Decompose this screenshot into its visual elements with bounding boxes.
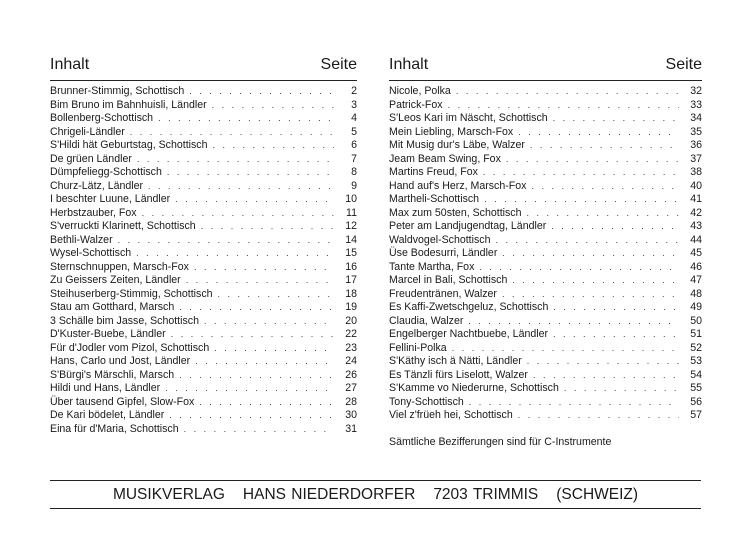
entry-page-number: 11 [346, 206, 357, 219]
entry-page-number: 28 [345, 395, 357, 408]
entry-title: Waldvogel-Schottisch [389, 233, 491, 246]
entry-title: S'verruckti Klarinett, Schottisch [50, 220, 196, 232]
entry-page-number: 45 [690, 247, 702, 259]
entry-title: Nicole, Polka [389, 85, 451, 97]
footer-divider-bottom [50, 508, 701, 509]
entry-title: S'Käthy isch ä Nätti, Ländler [389, 355, 522, 367]
toc-entry [50, 247, 357, 261]
entry-page-number: 15 [345, 247, 357, 259]
entry-title: S'Bürgi's Märschli, Marsch [50, 368, 175, 381]
dot-leader [186, 274, 334, 288]
toc-entry [50, 220, 357, 234]
entry-page-number: 23 [345, 341, 357, 354]
toc-entry [50, 166, 357, 180]
entry-title: Bim Bruno im Bahnhuisli, Ländler [50, 98, 207, 111]
dot-leader [189, 85, 334, 99]
entry-page-number: 34 [690, 112, 702, 124]
entry-page-number: 49 [690, 301, 702, 313]
entry-page-number: 47 [690, 274, 702, 286]
dot-leader [136, 247, 334, 261]
toc-entry [50, 126, 357, 140]
dot-leader [506, 153, 679, 167]
toc-entry [389, 139, 702, 153]
entry-title: Hans, Carlo und Jost, Ländler [50, 355, 191, 367]
entry-page-number: 10 [345, 193, 357, 205]
entry-page-number: 8 [351, 166, 357, 178]
entry-page-number: 53 [690, 355, 702, 367]
entry-page-number: 20 [345, 314, 357, 327]
toc-entry [389, 126, 702, 140]
toc-entry [389, 301, 702, 315]
dot-leader [212, 139, 334, 153]
toc-entry [389, 112, 702, 126]
entry-title: Peter am Landjugendtag, Ländler [389, 220, 547, 232]
entry-title: Üse Bodesurri, Ländler [389, 247, 498, 259]
toc-entry [50, 234, 357, 248]
entry-page-number: 26 [345, 368, 357, 381]
entry-title: 3 Schälle bim Jasse, Schottisch [50, 314, 199, 327]
toc-entry [50, 315, 357, 329]
dot-leader [201, 220, 334, 234]
dot-leader [184, 423, 334, 437]
toc-entry [50, 288, 357, 302]
toc-entry [50, 139, 357, 153]
dot-leader [137, 153, 334, 167]
toc-entry [389, 382, 702, 396]
dot-leader [142, 207, 334, 221]
dot-leader [533, 369, 679, 383]
dot-leader [553, 328, 679, 342]
entry-page-number: 42 [690, 206, 702, 219]
entry-title: D'Kuster-Buebe, Ländler [50, 328, 166, 340]
toc-entry [389, 247, 702, 261]
dot-leader [130, 126, 334, 140]
entry-title: Tony-Schottisch [389, 395, 464, 408]
entry-page-number: 36 [690, 139, 702, 151]
toc-entry [50, 99, 357, 113]
entry-title: Eina für d'Maria, Schottisch [50, 422, 179, 435]
entry-page-number: 50 [690, 314, 702, 327]
toc-entry [50, 180, 357, 194]
toc-entry [389, 180, 702, 194]
toc-list [389, 81, 702, 423]
dot-leader [484, 193, 679, 207]
entry-page-number: 38 [690, 166, 702, 178]
toc-entry [50, 274, 357, 288]
entry-page-number: 16 [345, 260, 357, 273]
entry-title: S'Leos Kari im Näscht, Schottisch [389, 112, 548, 124]
entry-title: Stau am Gotthard, Marsch [50, 301, 175, 313]
publisher-country: (SCHWEIZ) [556, 486, 639, 503]
entry-page-number: 17 [345, 274, 357, 286]
toc-entry [389, 274, 702, 288]
entry-title: Fellini-Polka [389, 341, 447, 354]
dot-leader [527, 355, 679, 369]
entry-title: Bethli-Walzer [50, 233, 113, 246]
entry-title: Steihuserberg-Stimmig, Schottisch [50, 287, 213, 300]
dot-leader [175, 193, 334, 207]
entry-title: Viel z'früeh hei, Schottisch [389, 409, 513, 421]
dot-leader [526, 207, 679, 221]
entry-page-number: 48 [690, 287, 702, 300]
entry-page-number: 44 [690, 233, 702, 246]
toc-header [389, 56, 702, 81]
page-heading: Seite [665, 56, 702, 73]
entry-page-number: 9 [351, 179, 357, 192]
entry-page-number: 52 [690, 341, 702, 354]
entry-title: De grüen Ländler [50, 152, 132, 165]
entry-title: Über tausend Gipfel, Slow-Fox [50, 395, 195, 408]
toc-entry [50, 382, 357, 396]
entry-title: Patrick-Fox [389, 98, 443, 111]
entry-page-number: 3 [351, 98, 357, 111]
dot-leader [118, 234, 334, 248]
toc-entry [50, 193, 357, 207]
toc-entry [50, 153, 357, 167]
entry-page-number: 5 [351, 125, 357, 138]
entry-title: Chrigeli-Ländler [50, 125, 125, 138]
toc-entry [50, 342, 357, 356]
entry-page-number: 35 [690, 125, 702, 138]
entry-title: Mit Musig dur's Läbe, Walzer [389, 139, 525, 151]
dot-leader [469, 396, 679, 410]
dot-leader [518, 126, 679, 140]
toc-entry [389, 396, 702, 410]
dot-leader [518, 409, 679, 423]
entry-page-number: 46 [690, 260, 702, 273]
toc-entry [50, 409, 357, 423]
toc-entry [50, 328, 357, 342]
entry-title: Claudia, Walzer [389, 314, 464, 327]
entry-page-number: 57 [690, 409, 702, 421]
entry-title: Jeam Beam Swing, Fox [389, 152, 501, 165]
dot-leader [452, 342, 679, 356]
entry-page-number: 56 [690, 395, 702, 408]
entry-page-number: 2 [351, 85, 357, 97]
entry-page-number: 33 [690, 98, 702, 111]
entry-title: Es Kaffi-Zwetschgeluz, Schottisch [389, 301, 549, 313]
entry-title: Bollenberg-Schottisch [50, 112, 154, 124]
dot-leader [512, 274, 679, 288]
entry-page-number: 30 [345, 409, 357, 421]
entry-title: Zu Geissers Zeiten, Ländler [50, 274, 181, 286]
dot-leader [448, 99, 679, 113]
publisher-footer [50, 483, 701, 507]
entry-page-number: 12 [345, 220, 357, 232]
entry-title: S'Kamme vo Niederurne, Schottisch [389, 382, 559, 394]
toc-entry [389, 99, 702, 113]
dot-leader [531, 180, 679, 194]
entry-page-number: 18 [345, 287, 357, 300]
toc-entry [389, 207, 702, 221]
toc-entry [50, 85, 357, 99]
dot-leader [564, 382, 679, 396]
entry-title: Wysel-Schottisch [50, 247, 132, 259]
toc-entry [50, 396, 357, 410]
page-heading: Seite [320, 56, 357, 73]
entry-page-number: 7 [351, 152, 357, 165]
entry-title: Engelberger Nachtbuebe, Ländler [389, 328, 549, 340]
entry-title: Freudentränen, Walzer [389, 287, 497, 300]
dot-leader [179, 301, 334, 315]
dot-leader [179, 369, 334, 383]
entry-title: Hand auf's Herz, Marsch-Fox [389, 179, 527, 192]
entry-page-number: 32 [690, 85, 702, 97]
dot-leader [553, 112, 679, 126]
entry-page-number: 4 [351, 112, 357, 124]
dot-leader [148, 180, 334, 194]
toc-header [50, 56, 357, 81]
dot-leader [194, 261, 334, 275]
dot-leader [218, 288, 334, 302]
toc-entry [389, 220, 702, 234]
dot-leader [214, 342, 334, 356]
publisher-city: 7203 TRIMMIS [433, 486, 539, 503]
publisher-name: HANS NIEDERDORFER [242, 486, 416, 503]
dot-leader [167, 166, 334, 180]
toc-entry [50, 301, 357, 315]
dot-leader [553, 301, 679, 315]
toc-entry [389, 166, 702, 180]
publisher-label: MUSIKVERLAG [112, 486, 225, 503]
entry-page-number: 27 [345, 382, 357, 394]
toc-entry [50, 423, 357, 437]
dot-leader [199, 396, 334, 410]
dot-leader [530, 139, 679, 153]
entry-page-number: 54 [690, 368, 702, 381]
toc-entry [389, 288, 702, 302]
toc-right-column [389, 56, 702, 448]
entry-page-number: 51 [690, 328, 702, 340]
footer-divider-top [50, 480, 701, 481]
entry-title: De Kari bödelet, Ländler [50, 409, 165, 421]
dot-leader [551, 220, 679, 234]
entry-title: Sternschnuppen, Marsch-Fox [50, 260, 189, 273]
toc-entry [389, 261, 702, 275]
toc-left-column [50, 56, 357, 436]
entry-title: Max zum 50sten, Schottisch [389, 206, 522, 219]
entry-page-number: 22 [345, 328, 357, 340]
toc-entry [50, 261, 357, 275]
dot-leader [171, 328, 334, 342]
toc-entry [389, 342, 702, 356]
entry-page-number: 43 [690, 220, 702, 232]
dot-leader [468, 315, 679, 329]
dot-leader [483, 166, 679, 180]
toc-entry [389, 315, 702, 329]
dot-leader [204, 315, 334, 329]
entry-page-number: 41 [690, 193, 702, 205]
entry-page-number: 40 [690, 179, 702, 192]
contents-heading: Inhalt [50, 56, 90, 73]
entry-title: Martins Freud, Fox [389, 166, 478, 178]
contents-heading: Inhalt [389, 56, 429, 73]
instrument-note: Sämtliche Bezifferungen sind für C-Instrumente [389, 435, 612, 448]
entry-title: Hildi und Hans, Ländler [50, 382, 161, 394]
toc-entry [389, 153, 702, 167]
entry-title: Marcel in Bali, Schottisch [389, 274, 508, 286]
dot-leader [495, 234, 679, 248]
toc-entry [50, 369, 357, 383]
entry-page-number: 19 [345, 301, 357, 313]
entry-page-number: 6 [351, 139, 357, 151]
toc-entry [389, 85, 702, 99]
dot-leader [502, 247, 679, 261]
entry-page-number: 37 [690, 152, 702, 165]
toc-entry [50, 112, 357, 126]
entry-page-number: 55 [690, 382, 702, 394]
entry-page-number: 14 [345, 233, 357, 246]
entry-page-number: 31 [345, 422, 357, 435]
entry-title: Herbstzauber, Fox [50, 206, 137, 219]
toc-entry [389, 355, 702, 369]
dot-leader [456, 85, 679, 99]
dot-leader [165, 382, 334, 396]
entry-title: Für d'Jodler vom Pizol, Schottisch [50, 341, 210, 354]
entry-title: Es Tänzli fürs Liselott, Walzer [389, 368, 528, 381]
entry-title: Mein Liebling, Marsch-Fox [389, 125, 514, 138]
dot-leader [195, 355, 334, 369]
dot-leader [169, 409, 334, 423]
entry-title: I beschter Luune, Ländler [50, 193, 171, 205]
entry-title: Churz-Lätz, Ländler [50, 179, 144, 192]
toc-entry [50, 207, 357, 221]
toc-entry [389, 409, 702, 423]
dot-leader [212, 99, 334, 113]
toc-entry [389, 328, 702, 342]
toc-entry [389, 234, 702, 248]
entry-title: Dümpfeliegg-Schottisch [50, 166, 162, 178]
toc-entry [389, 369, 702, 383]
entry-title: Martheli-Schottisch [389, 193, 480, 205]
toc-list [50, 81, 357, 436]
dot-leader [479, 261, 679, 275]
entry-title: Brunner-Stimmig, Schottisch [50, 85, 185, 97]
toc-entry [389, 193, 702, 207]
entry-page-number: 24 [345, 355, 357, 367]
dot-leader [158, 112, 334, 126]
dot-leader [502, 288, 679, 302]
toc-entry [50, 355, 357, 369]
entry-title: Tante Martha, Fox [389, 260, 475, 273]
entry-title: S'Hildi hät Geburtstag, Schottisch [50, 139, 208, 151]
